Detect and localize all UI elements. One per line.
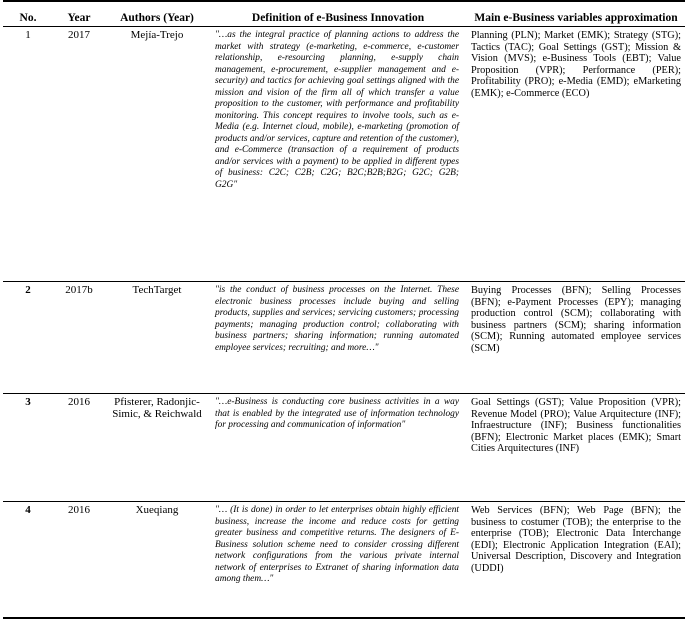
table-row	[3, 27, 685, 282]
row-number: 1	[25, 29, 31, 41]
row-definition: "…as the integral practice of planning actions to address the market with strategy (e-marketing, e-commerce, e-customer relationship, e-resourcing planning, e-supply chain management, e-procurement, e-supplier management and e-security) and tactics for achieving goal settings aligned with the mission and vision of the firm all of which transfer a value proposition to the customer, with performance and profitability monitoring. This concept requires to involve tools, such as e-Media (e.g. Internet cloud, mobile), e-marketing (promotion of products and/or services, capture and retention of the customer), and e-Commerce (transaction of a requirement of products and/or services with a payment) to be applied in different types of business: C2C; C2B; C2G; B2C;B2B;B2G; G2C; G2B; G2G"	[215, 30, 459, 190]
row-definition: "is the conduct of business processes on the Internet. These electronic business processes include buying and selling products, supplies and services; servicing customers; processing payments; managing production control; collaborating with business partners; sharing information; running automated employee services; recruiting; and more…"	[215, 285, 459, 353]
row-authors: TechTarget	[132, 284, 182, 296]
row-number: 4	[25, 504, 31, 516]
table-row	[3, 394, 685, 502]
row-year: 2016	[68, 396, 90, 408]
header-definition: Definition of e-Business Innovation	[251, 12, 425, 24]
row-number: 2	[25, 284, 31, 296]
header-row	[3, 1, 685, 27]
row-variables: Buying Processes (BFN); Selling Processes (BFN); e-Payment Processes (EPY); managing production control (SCM); collaborating with business partners (SCM); sharing information (SCM); Running automated employee services (SCM)	[471, 285, 681, 354]
header-year: Year	[67, 12, 91, 24]
header-no: No.	[19, 12, 37, 24]
row-year: 2017b	[65, 284, 93, 296]
row-variables: Web Services (BFN); Web Page (BFN); the business to costumer (TOB); the enterprise to the enterprise (TOB); Electronic Data Interchange (EDI); Electronic Application Integration (EAI); Universal Description, Discovery and Integration (UDDI)	[471, 505, 681, 574]
header-variables: Main e-Business variables approximation	[474, 12, 678, 24]
row-definition: "…e-Business is conducting core business activities in a way that is enabled by the integrated use of information technology for processing and communication of information"	[215, 397, 459, 430]
row-variables: Goal Settings (GST); Value Proposition (VPR); Revenue Model (PRO); Value Arquitecture (INF); Infraestructure (INF); Business functionalities (BFN); Electronic Market places (EMK); Smart Cities Arquitectures (INF)	[471, 397, 681, 455]
ebusiness-definitions-table	[3, 0, 685, 619]
row-authors: Pfisterer, Radonjic-Simic, & Reichwald	[112, 396, 202, 420]
row-year: 2017	[68, 29, 90, 41]
table-row	[3, 282, 685, 394]
row-number: 3	[25, 396, 31, 408]
header-authors: Authors (Year)	[120, 12, 194, 24]
row-year: 2016	[68, 504, 90, 516]
row-variables: Planning (PLN); Market (EMK); Strategy (STG); Tactics (TAC); Goal Settings (GST); Mission & Vision (MVS); e-Business Tools (EBT); Value Proposition (VPR); Performance (PER); Profitability (PRO); e-Media (EMD); eMarketing (EMK); e-Commerce (ECO)	[471, 30, 681, 99]
row-authors: Mejía-Trejo	[130, 29, 184, 41]
row-authors: Xueqiang	[135, 504, 179, 516]
table-row	[3, 502, 685, 618]
row-definition: "… (It is done) in order to let enterprises obtain highly efficient business, increase the income and reduce costs for getting greater business and competitive returns. The designers of E-Business solution scheme need to consider crossing different network configurations from the various private internal network of enterprises to Extranet of sharing information data among them…"	[215, 505, 459, 584]
